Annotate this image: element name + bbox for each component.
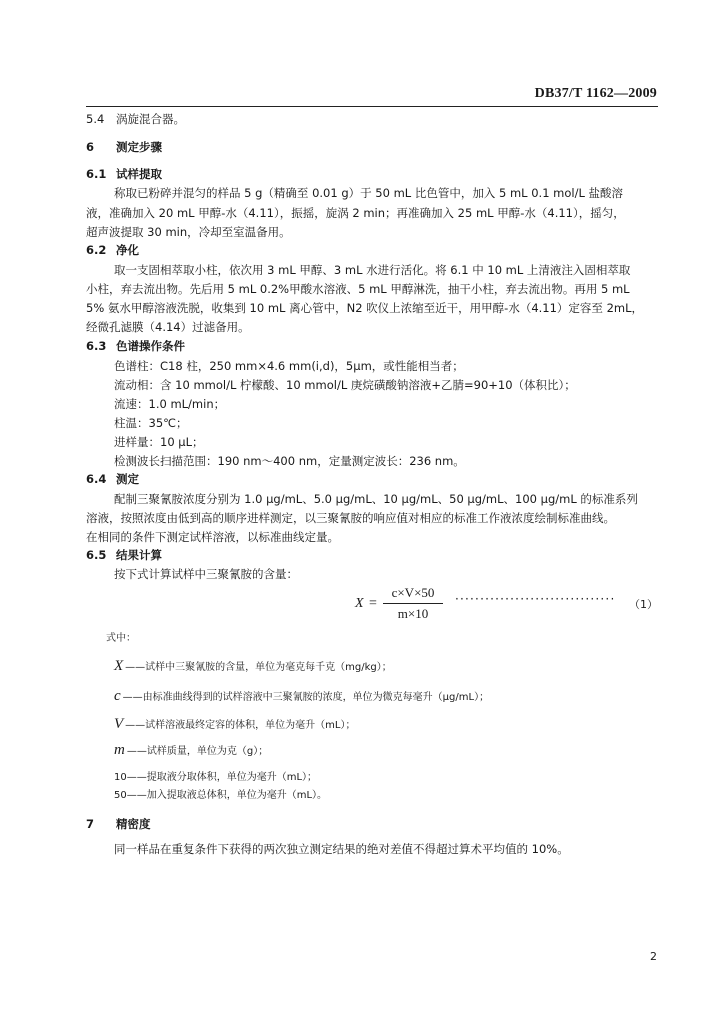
section-title: 精密度 xyxy=(116,817,151,831)
formula-lhs: X xyxy=(355,596,364,611)
condition-line: 流速：1.0 mL/min； xyxy=(114,397,226,411)
variable-definition xyxy=(114,688,489,705)
variable-description: 50——加入提取液总体积，单位为毫升（mL）。 xyxy=(114,790,328,801)
paragraph-line: 5% 氨水甲醇溶液洗脱，收集到 10 mL 离心管中，N2 吹仪上浓缩至近干，用甲醇-水（4.11）定容至 2mL， xyxy=(86,301,644,315)
section-6-4-heading xyxy=(86,472,139,486)
section-number: 6 xyxy=(86,140,95,154)
paragraph-line: 小柱，弃去流出物。先后用 5 mL 0.2%甲酸水溶液、5 mL 甲醇淋洗，抽干小柱，弃去流出物。再用 5 mL xyxy=(86,282,630,296)
variable-description: 10——提取液分取体积，单位为毫升（mL）； xyxy=(114,772,318,783)
paragraph-line: 同一样品在重复条件下获得的两次独立测定结果的绝对差值不得超过算术平均值的 10%。 xyxy=(114,842,569,856)
section-6-2-heading xyxy=(86,243,139,257)
where-label: 式中： xyxy=(106,633,136,644)
variable-description: ——试样溶液最终定容的体积，单位为毫升（mL）； xyxy=(125,720,356,731)
header-rule xyxy=(86,106,658,107)
variable-definition xyxy=(114,658,392,675)
section-6-5-heading xyxy=(86,548,162,562)
section-number: 6.1 xyxy=(86,167,107,181)
paragraph-line: 取一支固相萃取小柱，依次用 3 mL 甲醇、3 mL 水进行活化。将 6.1 中 10 mL 上清液注入固相萃取 xyxy=(114,263,631,277)
paragraph-line: 按下式计算试样中三聚氰胺的含量： xyxy=(114,567,298,581)
section-6-heading xyxy=(86,140,162,154)
variable-description: ——试样中三聚氰胺的含量，单位为毫克每千克（mg/kg）； xyxy=(125,662,392,673)
section-6-3-heading xyxy=(86,339,185,353)
clause-text: 涡旋混合器。 xyxy=(116,112,185,126)
section-title: 净化 xyxy=(116,243,139,257)
section-title: 测定 xyxy=(116,472,139,486)
formula-1 xyxy=(355,584,658,628)
clause-5-4 xyxy=(86,112,185,126)
clause-number: 5.4 xyxy=(86,112,105,126)
condition-line: 色谱柱：C18 柱，250 mm×4.6 mm(i,d)，5μm，或性能相当者； xyxy=(114,359,464,373)
formula-fraction xyxy=(383,584,443,623)
formula-denominator: m×10 xyxy=(397,606,429,621)
section-title: 色谱操作条件 xyxy=(116,339,185,353)
section-7-heading xyxy=(86,817,151,831)
section-number: 6.5 xyxy=(86,548,107,562)
formula-numerator: c×V×50 xyxy=(391,585,435,600)
condition-line: 进样量：10 μL； xyxy=(114,435,204,449)
fraction-bar xyxy=(383,603,443,604)
paragraph-line: 溶液，按照浓度由低到高的顺序进样测定，以三聚氰胺的响应值对相应的标准工作液浓度绘制标准曲线。 xyxy=(86,511,615,525)
variable-definition xyxy=(114,786,327,801)
variable-definition xyxy=(114,768,317,783)
page-number: 2 xyxy=(650,950,657,963)
paragraph-line: 配制三聚氰胺浓度分别为 1.0 μg/mL、5.0 μg/mL、10 μg/mL、50 μg/mL、100 μg/mL 的标准系列 xyxy=(114,492,638,506)
formula-leader-dots: ································ xyxy=(455,592,616,606)
section-6-1-heading xyxy=(86,167,162,181)
section-number: 6.3 xyxy=(86,339,107,353)
variable-description: ——试样质量，单位为克（g）； xyxy=(126,746,269,757)
paragraph-line: 经微孔滤膜（4.14）过滤备用。 xyxy=(86,320,250,334)
paragraph-line: 超声波提取 30 min，冷却至室温备用。 xyxy=(86,225,291,239)
formula-number: （1） xyxy=(629,598,658,611)
standard-code: DB37/T 1162—2009 xyxy=(534,86,657,101)
section-number: 6.4 xyxy=(86,472,107,486)
variable-symbol: m xyxy=(114,742,125,758)
section-number: 7 xyxy=(86,817,95,831)
variable-definition xyxy=(114,742,268,759)
condition-line: 流动相：含 10 mmol/L 柠檬酸、10 mmol/L 庚烷磺酸钠溶液+乙腈=90+10（体积比）； xyxy=(114,378,576,392)
condition-line: 柱温：35℃； xyxy=(114,416,188,430)
paragraph-line: 在相同的条件下测定试样溶液，以标准曲线定量。 xyxy=(86,530,339,544)
variable-symbol: V xyxy=(114,716,124,732)
section-number: 6.2 xyxy=(86,243,107,257)
section-title: 试样提取 xyxy=(116,167,162,181)
section-title: 测定步骤 xyxy=(116,140,162,154)
formula-equals: = xyxy=(369,596,377,611)
paragraph-line: 液，准确加入 20 mL 甲醇-水（4.11），振摇，旋涡 2 min；再准确加入 25 mL 甲醇-水（4.11），摇匀， xyxy=(86,206,625,220)
paragraph-line: 称取已粉碎并混匀的样品 5 g（精确至 0.01 g）于 50 mL 比色管中，加入 5 mL 0.1 mol/L 盐酸溶 xyxy=(114,186,624,200)
condition-line: 检测波长扫描范围：190 nm～400 nm，定量测定波长：236 nm。 xyxy=(114,454,465,468)
section-title: 结果计算 xyxy=(116,548,162,562)
variable-symbol: c xyxy=(114,688,121,704)
variable-description: ——由标准曲线得到的试样溶液中三聚氰胺的浓度，单位为微克每毫升（μg/mL）； xyxy=(122,692,490,703)
variable-definition xyxy=(114,716,355,733)
variable-symbol: X xyxy=(114,658,124,674)
